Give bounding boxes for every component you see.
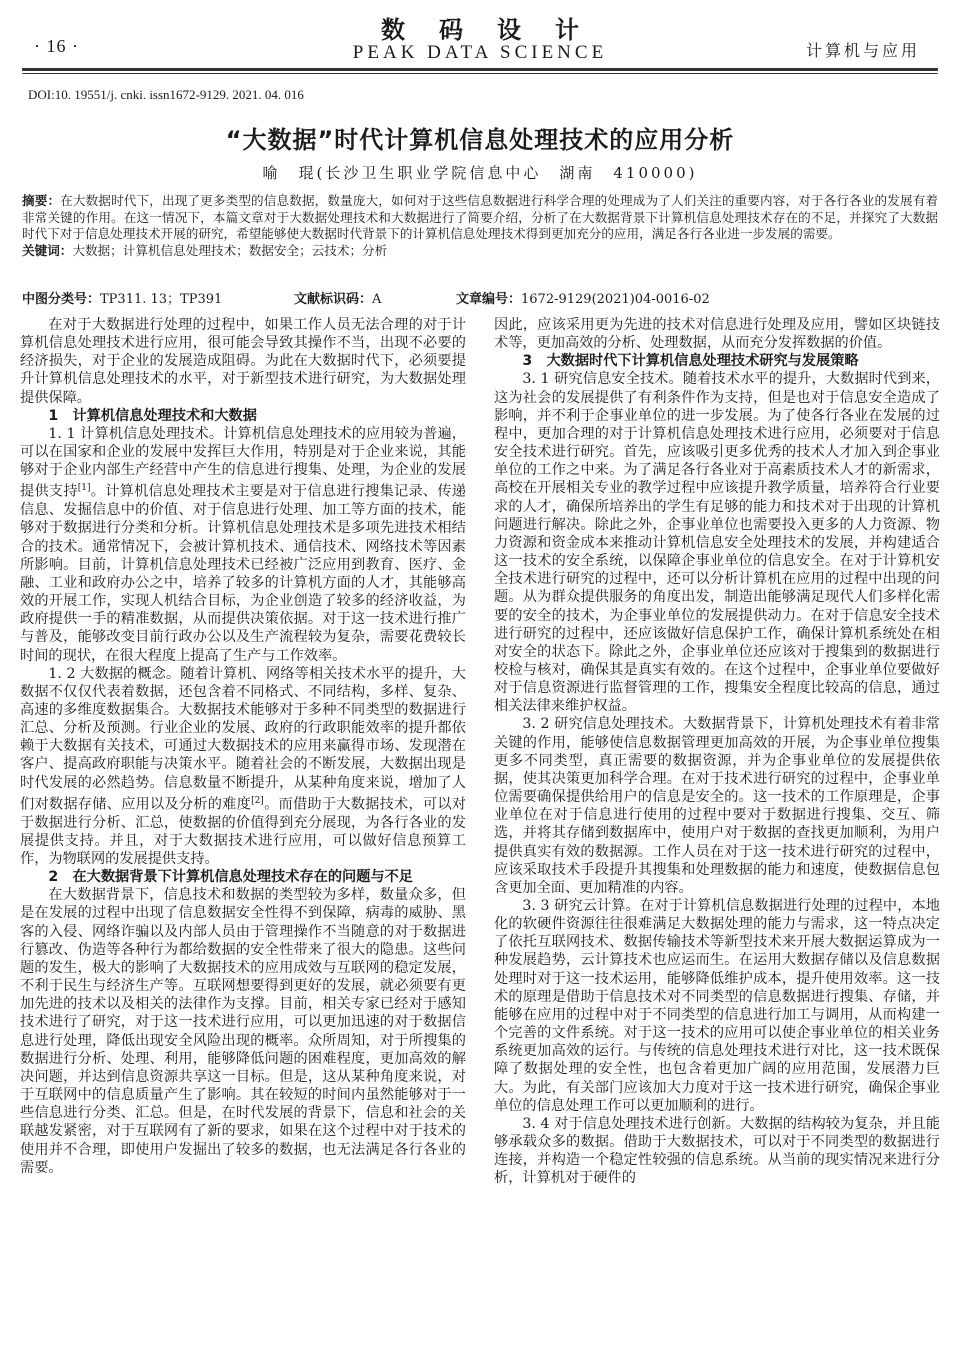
paragraph-3-3: 3. 3 研究云计算。在对于计算机信息数据进行处理的过程中，本地化的软硬件资源往往很难满足大数据处理的能力与需求，这一特点决定了依托互联网技术、数据传输技术等新型技术来开展大数据运算成为一种发展趋势，云计算技术也应运而生。在运用大数据存储以及信息数据处理时对于这一技术运用，能够降低维护成本，提升使用效率。这一技术的原理是借助于信息技术对不同类型的信息数据进行搜集、存储，并能够在应用的过程中对于不同类型的信息进行加工与调用，从而构建一个完善的文件系统。对于这一技术的应用可以使企事业单位的相关业务系统更加高效的运行。与传统的信息处理技术进行对比，这一技术既保障了数据处理的安全性，也包含着更加广阔的应用范围，发展潜力巨大。为此，有关部门应该加大力度对于这一技术进行研究，确保企事业单位的信息处理工作可以更加顺利的进行。 <box>494 898 940 1114</box>
keywords-label: 关键词： <box>22 242 73 258</box>
document-code-label: 文献标识码： <box>294 292 373 307</box>
journal-header <box>0 0 960 72</box>
journal-title-en: PEAK DATA SCIENCE <box>352 42 608 63</box>
continued-paragraph: 因此，应该采用更为先进的技术对信息进行处理及应用，譬如区块链技术等，更加高效的分析、处理数据，从而充分发挥数据的价值。 <box>494 317 940 352</box>
section-heading-2: 2 在大数据背景下计算机信息处理技术存在的问题与不足 <box>48 869 413 886</box>
paragraph-1-2-text: 1. 2 大数据的概念。随着计算机、网络等相关技术水平的提升，大数据不仅仅代表着数据，还包含着不同格式、不同结构，多样、复杂、高速的多维度数据集合。大数据技术能够对于多种不同类型的数据进行汇总、分析及预测。行业企业的发展、政府的行政职能效率的提升都依赖于大数据有关技术，可通过大数据技术的应用来赢得市场、发现潜在客户、提高政府职能与决策水平。随着社会的不断发展，大数据出现是时代发展的必然趋势。信息数量不断提升，从某种角度来说，增加了人们对数据存储、应用以及分析的难度 <box>20 665 466 813</box>
page-number: · 16 · <box>34 36 79 56</box>
paragraph-1-2 <box>20 665 466 868</box>
abstract-block <box>22 193 938 259</box>
author-line: 喻 琨(长沙卫生职业学院信息中心 湖南 410000) <box>262 164 698 182</box>
section-heading-1: 1 计算机信息处理技术和大数据 <box>48 407 257 424</box>
intro-paragraph: 在对于大数据进行处理的过程中，如果工作人员无法合理的对于计算机信息处理技术进行应用，很可能会导致其操作不当，出现不必要的经济损失，对于企业的发展造成阻碍。为此在大数据时代下，必须要提升计算机信息处理技术的水平，对于新型技术进行研究，为大数据处理提供保障。 <box>20 317 466 406</box>
section-heading-3: 3 大数据时代下计算机信息处理技术研究与发展策略 <box>522 353 859 370</box>
abstract-label: 摘要： <box>22 193 61 208</box>
article-number-value: 1672-9129(2021)04-0016-02 <box>521 292 710 307</box>
paragraph-1-2-text-cont: 。而借助于大数据技术，可以对于数据进行分析、汇总，使数据的价值得到充分展现，为各行各业的发展提供支持。并且，对于大数据技术进行应用，可以做好信息预算工作，为物联网的发展提供支持。 <box>20 796 466 867</box>
body-column-right <box>494 316 940 1188</box>
paragraph-1-1-text: 1. 1 计算机信息处理技术。计算机信息处理技术的应用较为普遍，可以在国家和企业的发展中发挥巨大作用，特别是对于企业来说，其能够对于企业内部生产经营中产生的信息进行搜集、处理，为企业的发展提供支持 <box>20 425 466 501</box>
header-divider <box>22 68 938 74</box>
abstract-text: 在大数据时代下，出现了更多类型的信息数据，数量庞大，如何对于这些信息数据进行科学合理的处理成为了人们关注的重要内容，对于各行各业的发展有着非常关键的作用。在这一情况下，本篇文章对于大数据处理技术和大数据进行了简要介绍，分析了在大数据背景下计算机信息处理技术存在的不足，并探究了大数据时代下对于信息处理技术开展的研究，希望能够使大数据时代背景下的计算机信息处理技术得到更加充分的应用，满足各行各业进一步发展的需要。 <box>22 193 939 242</box>
paragraph-3-1: 3. 1 研究信息安全技术。随着技术水平的提升，大数据时代到来，这为社会的发展提供了有利条件作为支持，但是也对于信息安全造成了影响，并不利于企事业单位的进一步发展。为了使各行各业在发展的过程中，更加合理的对于计算机信息处理技术进行应用，必须要对于信息安全技术进行研究。首先，应该吸引更多优秀的技术人才加入到企事业单位的工作之中来。为了满足各行各业对于高素质技术人才的新需求，高校在开展相关专业的教学过程中应该提升教学质量，培养符合行业要求的人才，确保所培养出的学生有足够的能力和技术对于出现的计算机问题进行解决。除此之外，企事业单位也需要投入更多的人力资源、物力资源和资金成本来推动计算机信息安全处理技术的发展，并构建适合这一技术的安全系统，以保障企事业单位的信息安全。在对于计算机安全技术进行研究的过程中，还可以分析计算机在应用的过程中出现的问题。从为群众提供服务的角度出发，制造出能够满足现代人们多样化需要的安全的技术，为企事业单位的发展提供动力。在对于信息安全技术进行研究的过程中，还应该做好信息保护工作，确保计算机系统处在相对安全的状态下。除此之外，企事业单位还应该对于搜集到的数据进行校检与核对，确保其是真实有效的。在这个过程中，企事业单位要做好对于信息资源进行监督管理的工作，搜集安全程度比较高的信息，通过相关法律来维护权益。 <box>494 371 940 715</box>
section-label: 计算机与应用 <box>805 41 920 60</box>
keywords-text: 大数据；计算机信息处理技术；数据安全；云技术；分析 <box>72 242 388 258</box>
paragraph-3-2: 3. 2 研究信息处理技术。大数据背景下，计算机处理技术有着非常关键的作用，能够使信息数据管理更加高效的开展，为企事业单位搜集更多不同类型，真正需要的数据资源，并为企事业单位的发展提供依据，使其决策更加科学合理。在对于技术进行研究的过程中，企事业单位需要确保提供给用户的信息是安全的。这一技术的工作原理是，企事业单位在对于信息进行使用的过程中要对于数据进行搜集、交互、筛选，并将其存储到数据库中，使用户对于数据的查找更加顺利，为用户提供真实有效的数据源。工作人员在对于这一技术进行研究的过程中，应该采取技术手段提升其搜集和处理数据的能力和速度，使数据信息包含更加全面、更加精准的内容。 <box>494 716 940 896</box>
reference-1: [1] <box>77 483 91 494</box>
body-column-left <box>20 316 466 1177</box>
reference-2: [2] <box>251 795 264 806</box>
article-number-label: 文章编号： <box>456 292 522 307</box>
clc-number <box>22 288 222 307</box>
paragraph-2: 在大数据背景下，信息技术和数据的类型较为多样，数量众多，但是在发展的过程中出现了信息数据安全性得不到保障，病毒的威胁、黑客的入侵、网络诈骗以及内部人员由于管理操作不当随意的对于数据进行篡改、伪造等各种行为都给数据的安全性带来了很大的隐患。这些问题的发生，极大的影响了大数据技术的应用成效与互联网的稳定发展，不利于民生与经济生产等。互联网想要得到更好的发展，就必须要有更加先进的技术以及相关的法律作为支撑。目前，相关专家已经对于感知技术进行了研究，对于这一技术进行应用，可以更加迅速的对于数据信息进行处理，降低出现安全风险出现的概率。众所周知，对于所搜集的数据进行分析、处理、利用，能够降低问题的困难程度，更加高效的解决问题，并达到信息资源共享这一目标。但是，这从某种角度来说，对于互联网中的信息质量产生了影响。其在较短的时间内虽然能够对于一些信息进行分类、汇总。但是，在时代发展的背景下，信息和社会的关联越发紧密，对于互联网有了新的要求，如果在这个过程中对于技术的使用并不合理，即使用户发掘出了较多的数据，也无法满足各行各业的需要。 <box>20 887 466 1176</box>
doi-line: DOI:10. 19551/j. cnki. issn1672-9129. 2021. 04. 016 <box>28 87 304 102</box>
clc-value: TP311. 13；TP391 <box>100 292 223 307</box>
journal-title-cn: 数码设计 <box>381 16 613 44</box>
document-code <box>294 288 381 307</box>
paragraph-1-1 <box>20 425 466 665</box>
article-number <box>456 288 710 307</box>
paragraph-3-4: 3. 4 对于信息处理技术进行创新。大数据的结构较为复杂，并且能够承载众多的数据。借助于大数据技术，可以对于不同类型的数据进行连接，并构造一个稳定性较强的信息系统。从当前的现实情况来进行分析，计算机对于硬件的 <box>494 1115 940 1187</box>
clc-label: 中图分类号： <box>22 292 101 307</box>
article-title: “大数据”时代计算机信息处理技术的应用分析 <box>225 126 735 154</box>
paragraph-1-1-text-cont: 。计算机信息处理技术主要是对于信息进行搜集记录、传递信息、发掘信息中的价值、对于信息进行处理、加工等方面的技术，能够对于数据进行分类和分析。计算机信息处理技术是多项先进技术相结合的技术。通常情况下，会被计算机技术、通信技术、网络技术等因素所影响。目前，计算机信息处理技术已经被广泛应用到教育、医疗、金融、工业和政府办公之中，培养了较多的计算机方面的人才，其能够高效的开展工作，实现人机结合目标，为企业创造了较多的经济收益，为政府提供一手的精准数据，从而提供决策依据。对于这一技术进行推广与普及，能够改变目前行政办公以及生产流程较为复杂，需要花费较长时间的现状，在很大程度上提高了生产与工作效率。 <box>20 484 466 664</box>
document-code-value: A <box>372 292 382 307</box>
